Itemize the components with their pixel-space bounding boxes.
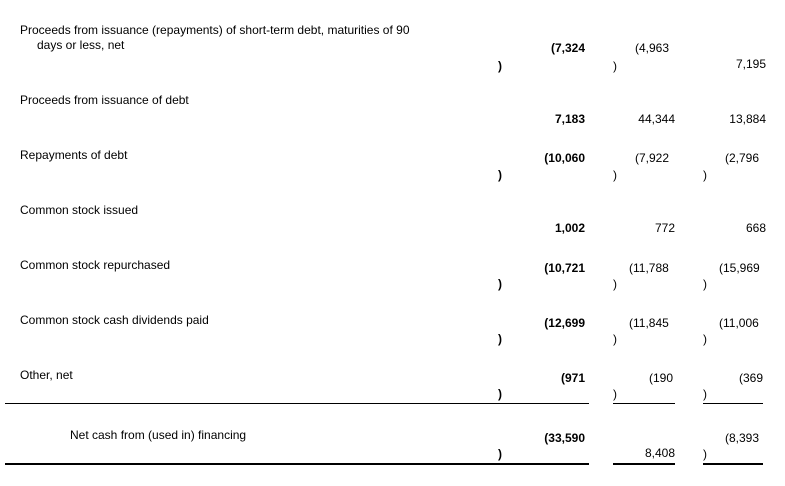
row-label-issuance-of-debt: Proceeds from issuance of debt — [20, 93, 189, 107]
row-label-other-net: Other, net — [20, 368, 73, 382]
value-2017-net-cash-financing: (8,393 — [725, 431, 760, 445]
value-2019-cash-dividends-paid: (12,699 — [544, 316, 585, 330]
paren-2019-cash-dividends-paid: ) — [498, 332, 502, 346]
paren-2018-repayments-of-debt: ) — [613, 168, 617, 182]
row-label-net-cash-financing: Net cash from (used in) financing — [70, 428, 247, 442]
value-2017-short-term-debt: 7,195 — [735, 57, 766, 71]
paren-2019-other-net: ) — [498, 387, 502, 401]
paren-2019-net-cash-financing: ) — [498, 447, 502, 461]
value-2019-common-stock-repurchased: (10,721 — [544, 261, 585, 275]
value-2017-common-stock-repurchased: (15,969 — [719, 261, 760, 275]
paren-2017-repayments-of-debt: ) — [703, 168, 707, 182]
paren-2018-other-net: ) — [613, 387, 617, 401]
value-2018-other-net: (190 — [649, 371, 674, 385]
paren-2019-short-term-debt: ) — [498, 59, 502, 73]
subtotal-rule-2017 — [703, 403, 763, 404]
value-2019-net-cash-financing: (33,590 — [544, 431, 585, 445]
subtotal-rule-2018 — [613, 403, 675, 404]
paren-2018-short-term-debt: ) — [613, 59, 617, 73]
row-label-short-term-debt-cont: days or less, net — [37, 38, 125, 52]
value-2019-issuance-of-debt: 7,183 — [554, 112, 585, 126]
total-rule-label — [5, 463, 501, 465]
paren-2019-repayments-of-debt: ) — [498, 168, 502, 182]
value-2017-cash-dividends-paid: (11,006 — [719, 316, 759, 330]
row-label-cash-dividends-paid: Common stock cash dividends paid — [20, 313, 209, 327]
value-2019-other-net: (971 — [560, 371, 585, 385]
value-2018-common-stock-repurchased: (11,788 — [629, 261, 669, 275]
subtotal-rule-label — [5, 403, 501, 404]
subtotal-rule-2019 — [501, 403, 589, 404]
value-2019-repayments-of-debt: (10,060 — [544, 151, 585, 165]
value-2019-short-term-debt: (7,324 — [550, 41, 585, 55]
paren-2018-cash-dividends-paid: ) — [613, 332, 617, 346]
row-label-short-term-debt: Proceeds from issuance (repayments) of short-term debt, maturities of 90 — [20, 23, 410, 37]
value-2018-cash-dividends-paid: (11,845 — [629, 316, 669, 330]
paren-2017-net-cash-financing: ) — [703, 447, 707, 461]
total-rule-2017 — [703, 463, 763, 465]
value-2018-common-stock-issued: 772 — [654, 221, 675, 235]
value-2018-repayments-of-debt: (7,922 — [635, 151, 670, 165]
value-2017-issuance-of-debt: 13,884 — [729, 112, 766, 126]
value-2018-issuance-of-debt: 44,344 — [638, 112, 675, 126]
row-label-repayments-of-debt: Repayments of debt — [20, 148, 128, 162]
paren-2017-common-stock-repurchased: ) — [703, 277, 707, 291]
value-2017-repayments-of-debt: (2,796 — [725, 151, 760, 165]
value-2019-common-stock-issued: 1,002 — [554, 221, 585, 235]
total-rule-2019 — [501, 463, 589, 465]
value-2017-other-net: (369 — [739, 371, 764, 385]
row-label-common-stock-repurchased: Common stock repurchased — [20, 258, 171, 272]
paren-2018-common-stock-repurchased: ) — [613, 277, 617, 291]
value-2018-net-cash-financing: 8,408 — [644, 446, 675, 460]
row-label-common-stock-issued: Common stock issued — [20, 203, 139, 217]
value-2017-common-stock-issued: 668 — [745, 221, 766, 235]
paren-2017-cash-dividends-paid: ) — [703, 332, 707, 346]
paren-2017-other-net: ) — [703, 387, 707, 401]
paren-2019-common-stock-repurchased: ) — [498, 277, 502, 291]
value-2018-short-term-debt: (4,963 — [635, 41, 670, 55]
total-rule-2018 — [613, 463, 675, 465]
